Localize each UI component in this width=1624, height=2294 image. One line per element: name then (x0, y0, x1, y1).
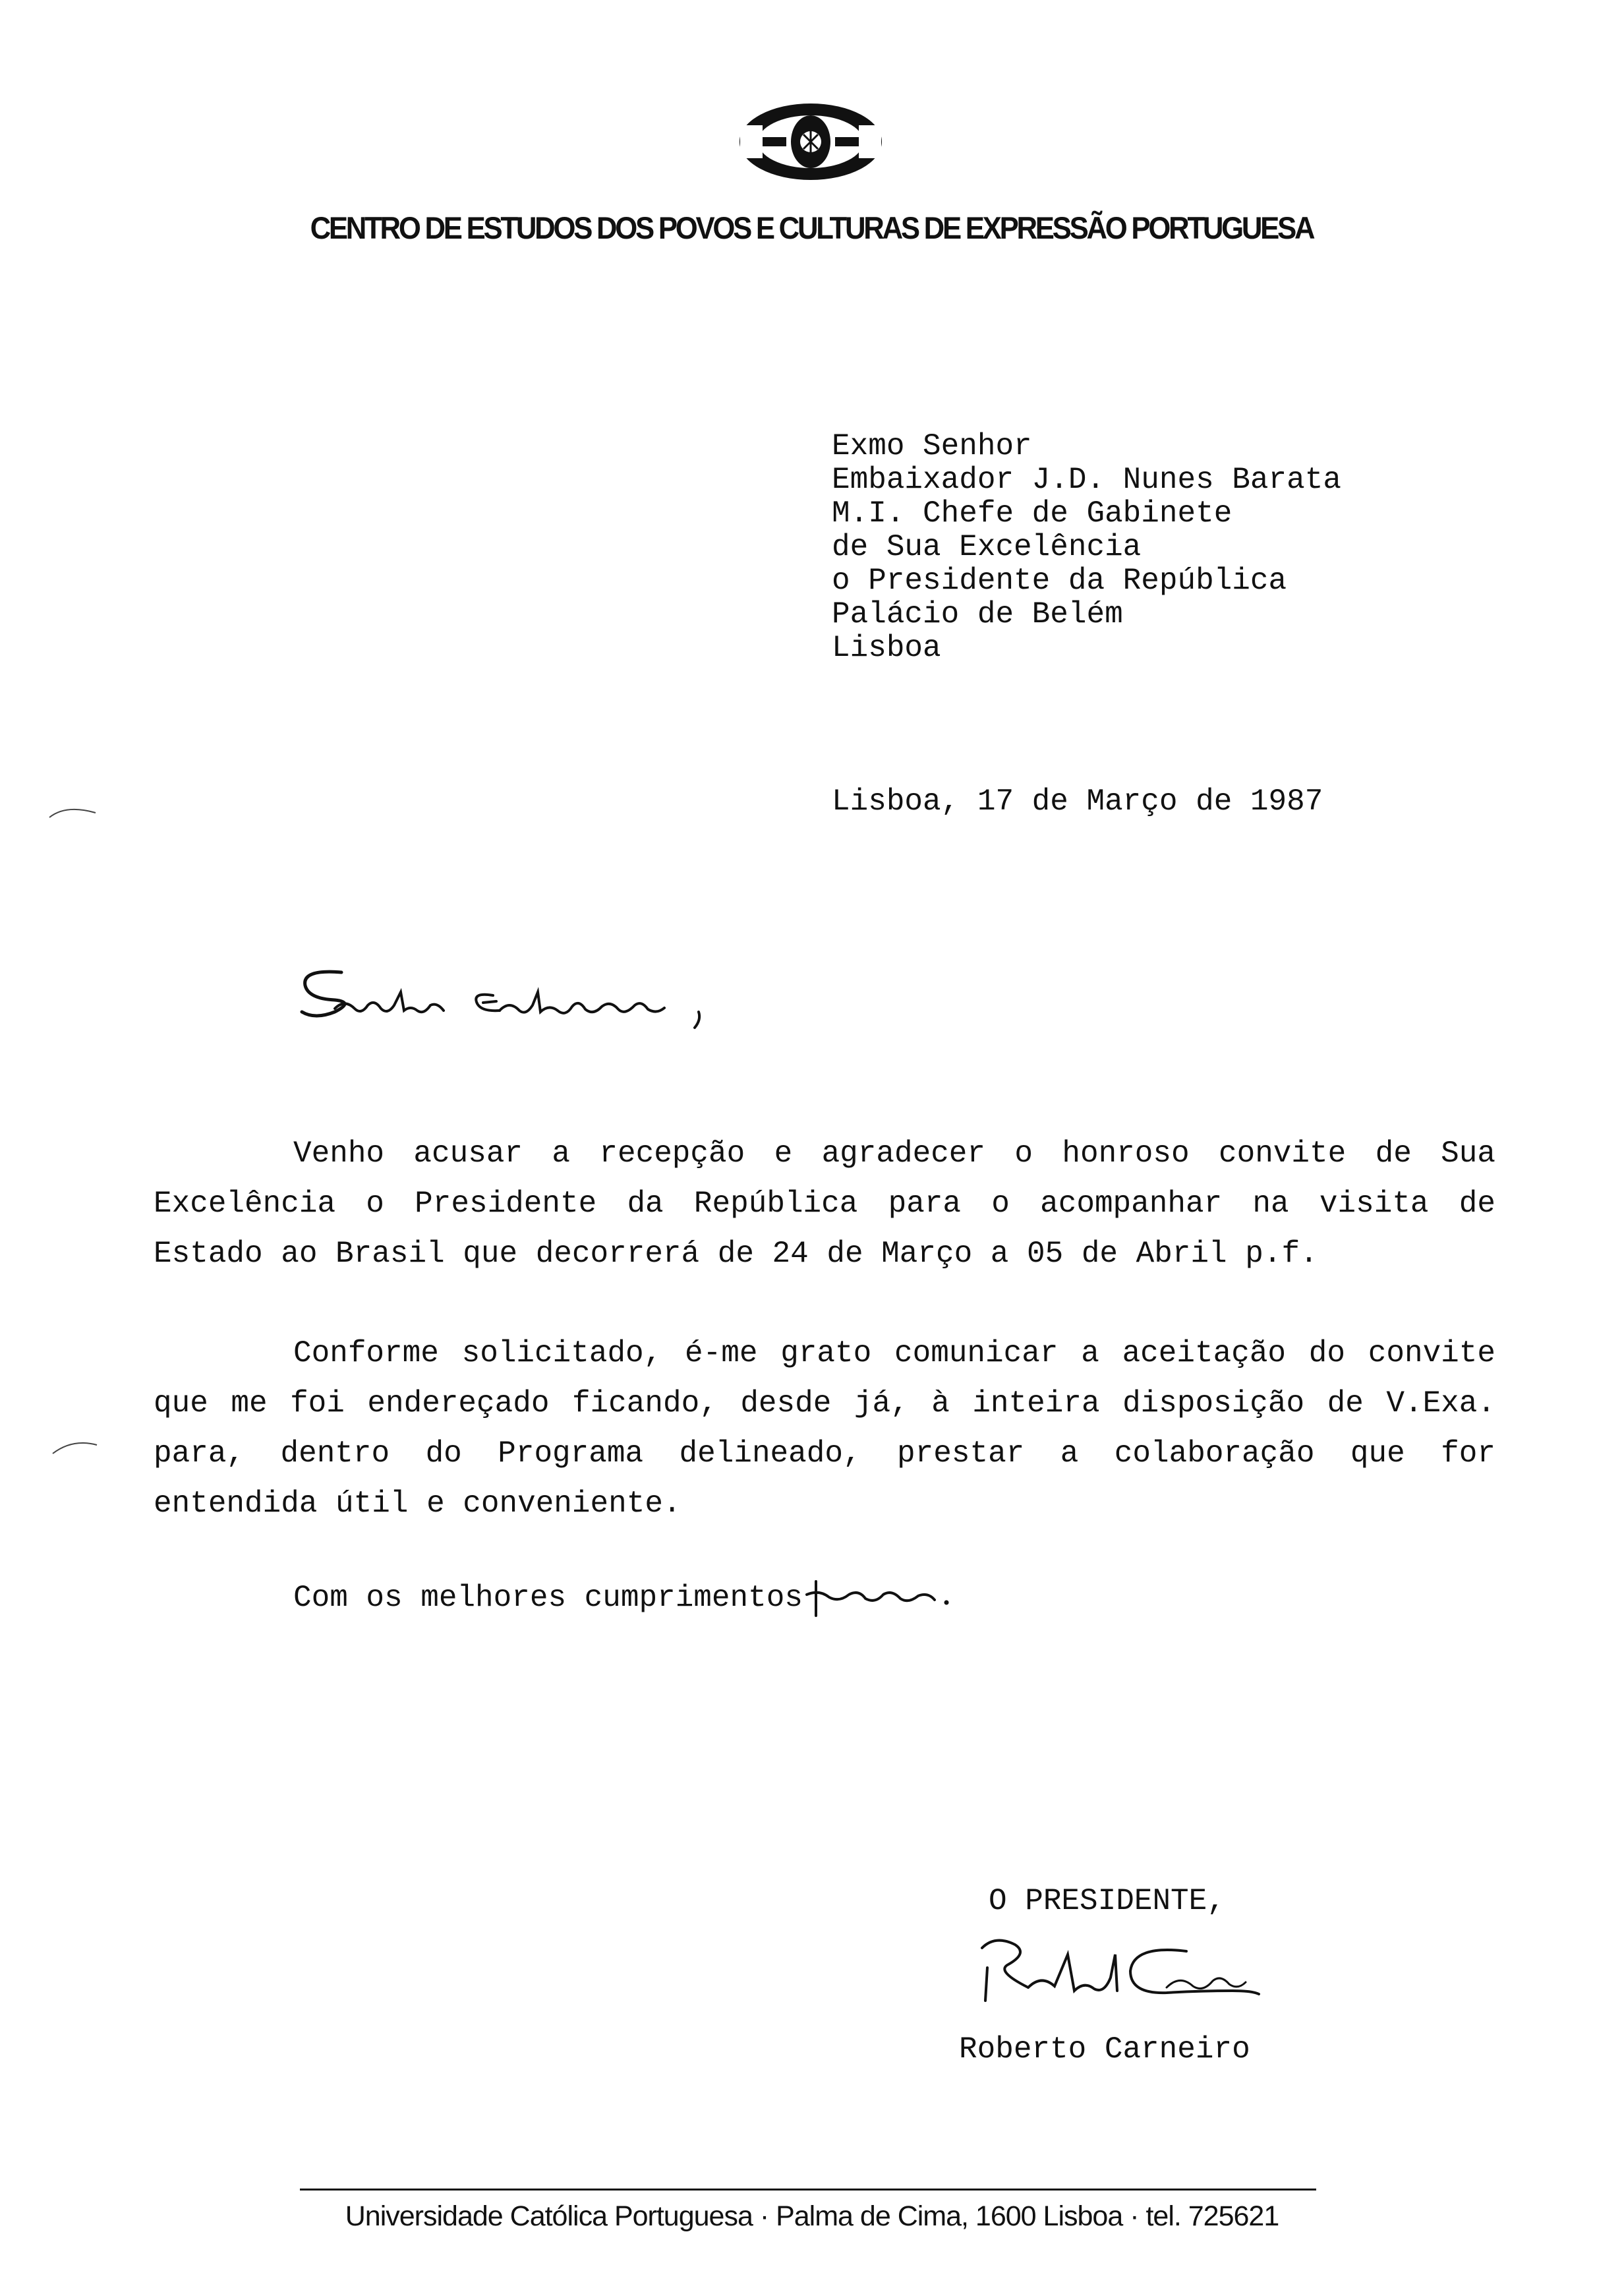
margin-mark (46, 801, 99, 821)
signoff-title: O PRESIDENTE, (989, 1884, 1225, 1918)
address-line: de Sua Excelência (832, 530, 1142, 564)
recipient-address (832, 430, 1341, 665)
body-paragraph: Venho acusar a recepção e agradecer o honroso convite de Sua Excelência o Presidente da República para o acompanhar na visita de Estado ao Brasil que decorrerá de 24 de Março a 05 de Abril p.f. (154, 1136, 1495, 1271)
closing-text: Com os melhores cumprimentos (293, 1581, 803, 1616)
handwritten-salutation (295, 959, 717, 1045)
address-line: M.I. Chefe de Gabinete (832, 496, 1232, 531)
closing (293, 1575, 954, 1621)
address-line: Exmo Senhor (832, 429, 1032, 463)
handwritten-closing-suffix (803, 1575, 954, 1621)
body-paragraph: Conforme solicitado, é-me grato comunicar a aceitação do convite que me foi endereçado ficando, desde já, à inteira disposição de V.Exa. para, dentro do Programa delineado, prestar a colaboração que for entendida útil e convenientе. (154, 1336, 1495, 1521)
footer-divider (300, 2189, 1316, 2191)
handwritten-signature (969, 1928, 1285, 2027)
date-line: Lisboa, 17 de Março de 1987 (832, 784, 1323, 819)
signer-name: Roberto Carneiro (959, 2032, 1250, 2067)
address-line: Embaixador J.D. Nunes Barata (832, 463, 1341, 497)
letter-body (154, 1129, 1495, 1529)
address-line: o Presidente da República (832, 564, 1287, 598)
address-line: Palácio de Belém (832, 597, 1123, 632)
margin-mark (49, 1437, 102, 1457)
address-line: Lisboa (832, 631, 941, 665)
organization-name: CENTRO DE ESTUDOS DOS POVOS E CULTURAS DE EXPRESSÃO PORTUGUESA (310, 210, 1314, 245)
cepcep-monogram-logo (735, 99, 886, 185)
footer-address: Universidade Católica Portuguesa · Palma de Cima, 1600 Lisboa · tel. 725621 (345, 2200, 1279, 2232)
